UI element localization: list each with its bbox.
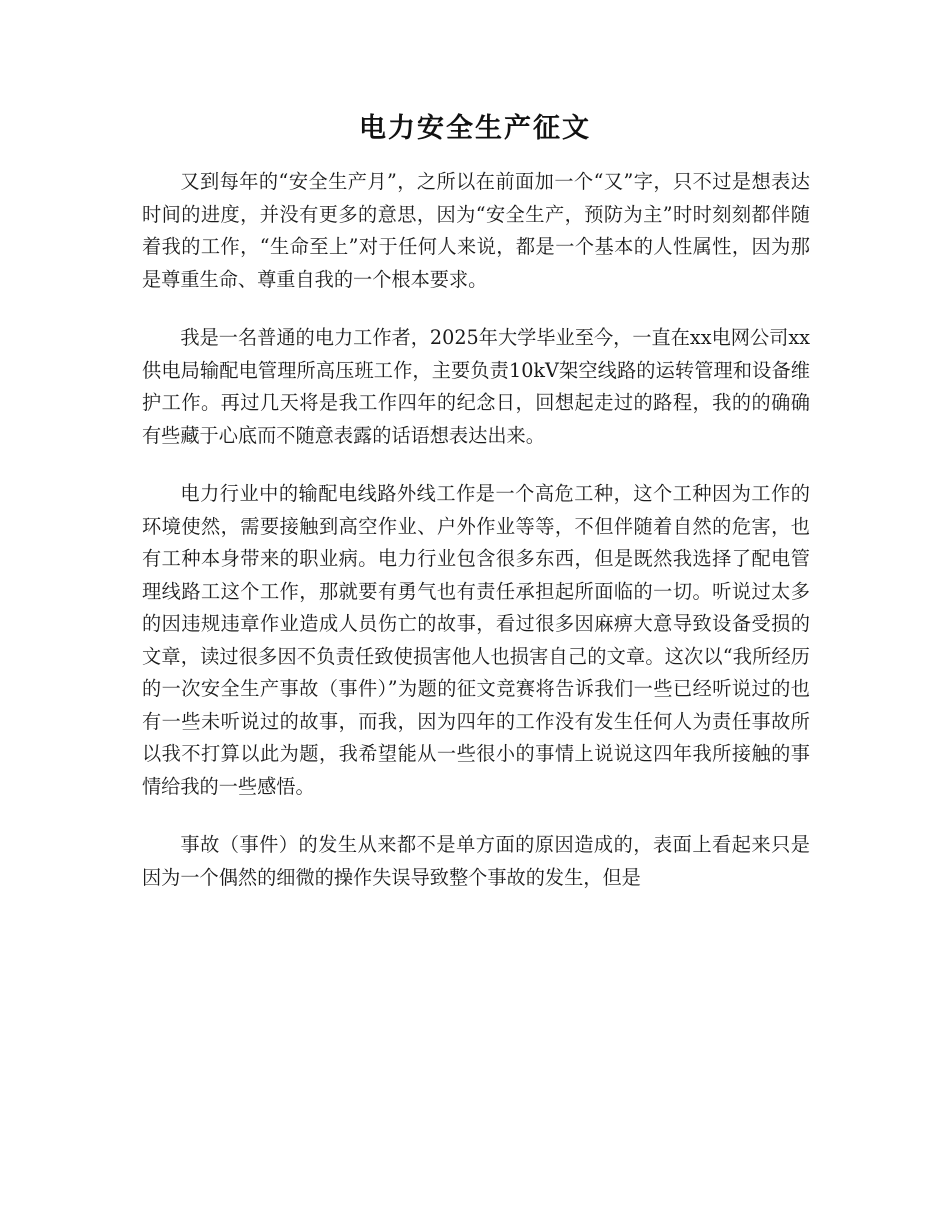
paragraph-2: 我是一名普通的电力工作者，2025年大学毕业至今，一直在xx电网公司xx供电局输配电管理所高压班工作，主要负责10kV架空线路的运转管理和设备维护工作。再过几天将是我工作四年的纪念日，回想起走过的路程，我的的确确有些藏于心底而不随意表露的话语想表达出来。 bbox=[142, 326, 810, 447]
paragraph-4: 事故（事件）的发生从来都不是单方面的原因造成的，表面上看起来只是因为一个偶然的细微的操作失误导致整个事故的发生，但是 bbox=[142, 833, 810, 889]
document-title: 电力安全生产征文 bbox=[359, 113, 591, 144]
paragraph-3: 电力行业中的输配电线路外线工作是一个高危工种，这个工种因为工作的环境使然，需要接触到高空作业、户外作业等等，不但伴随着自然的危害，也有工种本身带来的职业病。电力行业包含很多东西，但是既然我选择了配电管理线路工这个工作，那就要有勇气也有责任承担起所面临的一切。听说过太多的因违规违章作业造成人员伤亡的故事，看过很多因麻痹大意导致设备受损的文章，读过很多因不负责任致使损害他人也损害自己的文章。这次以“我所经历的一次安全生产事故（事件）”为题的征文竞赛将告诉我们一些已经听说过的也有一些未听说过的故事，而我，因为四年的工作没有发生任何人为责任事故所以我不打算以此为题，我希望能从一些很小的事情上说说这四年我所接触的事情给我的一些感悟。 bbox=[142, 482, 810, 798]
document-body bbox=[142, 166, 810, 894]
paragraph-1: 又到每年的“安全生产月”，之所以在前面加一个“又”字，只不过是想表达时间的进度，并没有更多的意思，因为“安全生产，预防为主”时时刻刻都伴随着我的工作，“生命至上”对于任何人来说，都是一个基本的人性属性，因为那是尊重生命、尊重自我的一个根本要求。 bbox=[142, 170, 810, 291]
